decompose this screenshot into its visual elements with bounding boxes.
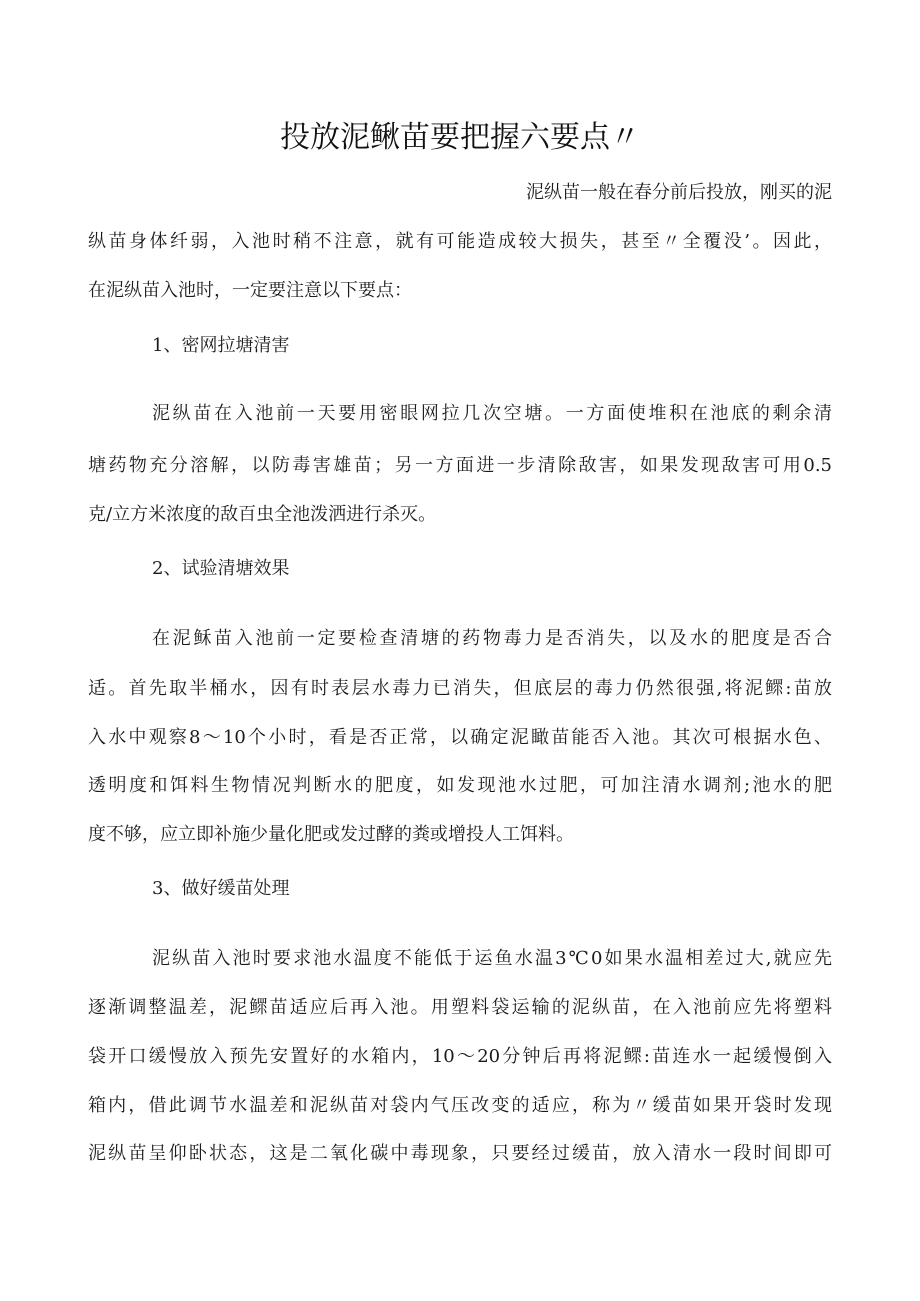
section-1-line-1: 泥纵苗在入池前一天要用密眼网拉几次空塘。一方面使堆积在池底的剩余清 [152,403,832,424]
section-2-line-1: 在泥稣苗入池前一定要检查清塘的药物毒力是否消失，以及水的肥度是否合 [152,628,832,649]
section-2-line-3: 入水中观察8～10个小时，看是否正常，以确定泥瞰苗能否入池。其次可根据水色、 [88,727,832,748]
section-2-heading: 2、试验清塘效果 [152,558,290,579]
intro-line-1: 泥纵苗一般在春分前后投放，刚买的泥 [526,182,832,203]
section-3-line-3: 袋开口缓慢放入预先安置好的水箱内，10～20分钟后再将泥鳏:苗连水一起缓慢倒入 [88,1046,832,1067]
section-3-line-4: 箱内，借此调节水温差和泥纵苗对袋内气压改变的适应，称为〃缓苗如果开袋时发现 [88,1095,832,1116]
section-3-line-1: 泥纵苗入池时要求池水温度不能低于运鱼水温3℃0如果水温相差过大,就应先 [152,948,832,969]
section-2-line-4: 透明度和饵料生物情况判断水的肥度，如发现池水过肥，可加注清水调剂;池水的肥 [88,775,832,796]
intro-line-2: 纵苗身体纤弱，入池时稍不注意，就有可能造成较大损失，甚至〃全覆没’。因此， [88,231,832,252]
section-1-line-2: 塘药物充分溶解，以防毒害雄苗；另一方面进一步清除敌害，如果发现敌害可用0.5 [88,455,832,476]
section-2-line-2: 适。首先取半桶水，因有时表层水毒力已消失，但底层的毒力仍然很强,将泥鳏:苗放 [88,678,832,699]
section-2-line-5: 度不够，应立即补施少量化肥或发过酵的粪或增投人工饵料。 [88,824,574,845]
section-3-line-2: 逐渐调整温差，泥鳏苗适应后再入池。用塑料袋运输的泥纵苗，在入池前应先将塑料 [88,997,832,1018]
section-3-heading: 3、做好缓苗处理 [152,878,290,899]
page-title: 投放泥鳅苗要把握六要点〃 [280,120,640,155]
section-3-line-5: 泥纵苗呈仰卧状态，这是二氧化碳中毒现象，只要经过缓苗，放入清水一段时间即可 [88,1143,832,1164]
section-1-line-3: 克/立方米浓度的敌百虫全池泼洒进行杀灭。 [88,504,437,525]
intro-line-3: 在泥纵苗入池时，一定要注意以下要点： [88,280,412,301]
section-1-heading: 1、密网拉塘清害 [152,335,290,356]
